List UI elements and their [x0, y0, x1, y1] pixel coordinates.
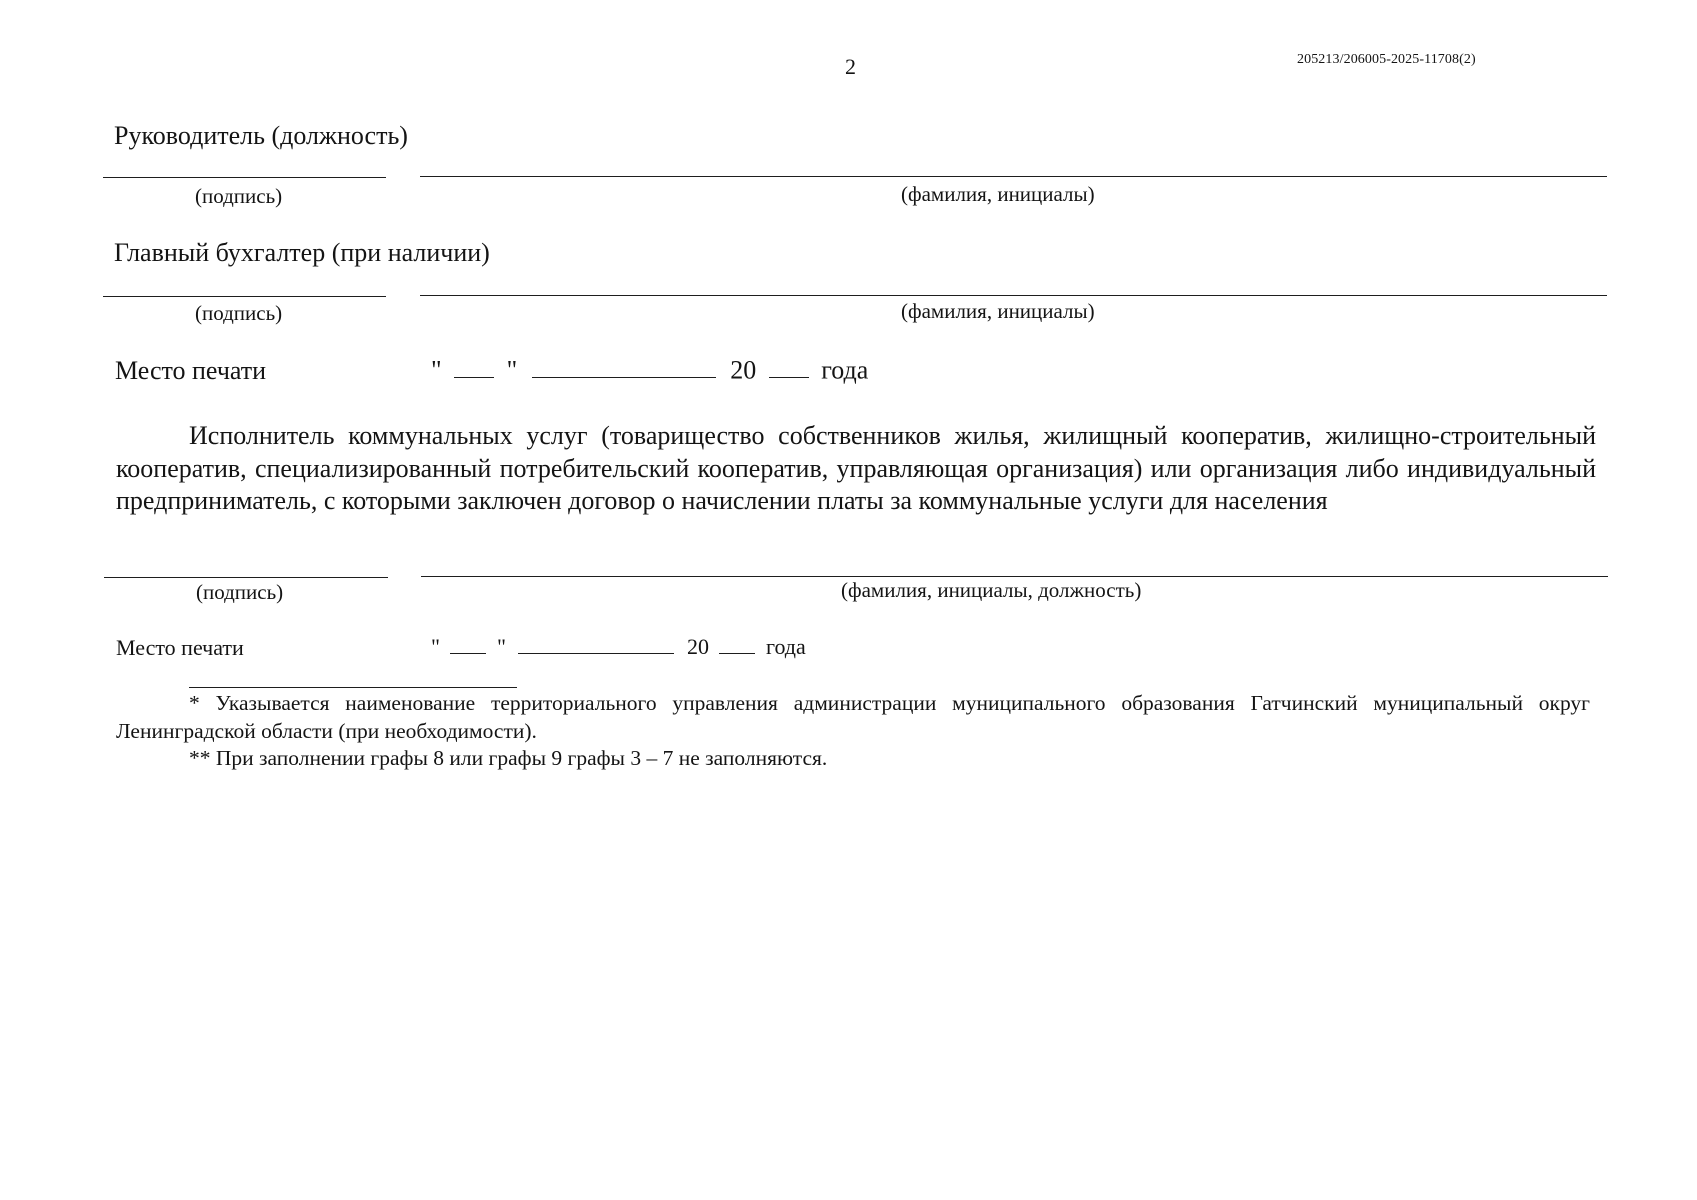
contractor-name-line [421, 576, 1608, 577]
footnote-separator [189, 687, 517, 688]
stamp-place-label-2: Место печати [116, 635, 244, 660]
accountant-title: Главный бухгалтер (при наличии) [114, 238, 490, 267]
contractor-paragraph-text: Исполнитель коммунальных услуг (товарищество собственников жилья, жилищный кооператив, жилищно-строительный кооператив, специализированный потребительский кооператив, управляющая организация) или организация либо индивидуальный предприниматель, с которыми заключен договор о начислении платы за коммунальные услуги для населения [116, 421, 1596, 515]
contractor-signature-line [104, 577, 388, 578]
date-quote-open-2: " [431, 633, 440, 659]
accountant-signature-line [103, 296, 386, 297]
year-blank [769, 354, 809, 378]
date-quote-open: " [431, 355, 442, 385]
contractor-signature-caption: (подпись) [196, 580, 284, 604]
document-id: 205213/206005-2025-11708(2) [1297, 52, 1476, 67]
head-signature-line [103, 177, 386, 178]
footnote-1: * Указывается наименование территориального управления администрации муниципального образования Гатчинский муниципальный округ Ленинградской области (при необходимости). [116, 691, 1590, 743]
stamp-place-label: Место печати [115, 356, 267, 385]
head-name-caption: (фамилия, инициалы) [901, 182, 1095, 206]
month-blank [532, 354, 716, 378]
date-line-2 [431, 633, 806, 660]
date-line [431, 354, 868, 385]
footnotes [116, 690, 1590, 773]
accountant-name-caption: (фамилия, инициалы) [901, 299, 1095, 323]
day-blank [454, 354, 494, 378]
year-prefix: 20 [730, 355, 757, 385]
year-blank-2 [719, 633, 755, 654]
footnote-2: ** При заполнении графы 8 или графы 9 графы 3 – 7 не заполняются. [189, 746, 828, 770]
head-name-line [420, 176, 1607, 177]
accountant-signature-caption: (подпись) [195, 301, 283, 325]
date-quote-close: " [506, 355, 518, 385]
head-title: Руководитель (должность) [114, 121, 408, 150]
date-quote-close-2: " [496, 633, 506, 659]
page-number: 2 [845, 54, 856, 79]
year-prefix-2: 20 [686, 633, 709, 659]
year-suffix-2: года [765, 633, 806, 659]
contractor-name-caption: (фамилия, инициалы, должность) [841, 578, 1142, 602]
day-blank-2 [450, 633, 486, 654]
head-signature-caption: (подпись) [195, 184, 283, 208]
month-blank-2 [518, 633, 674, 654]
contractor-paragraph [116, 420, 1596, 518]
year-suffix: года [821, 355, 869, 385]
accountant-name-line [420, 295, 1607, 296]
